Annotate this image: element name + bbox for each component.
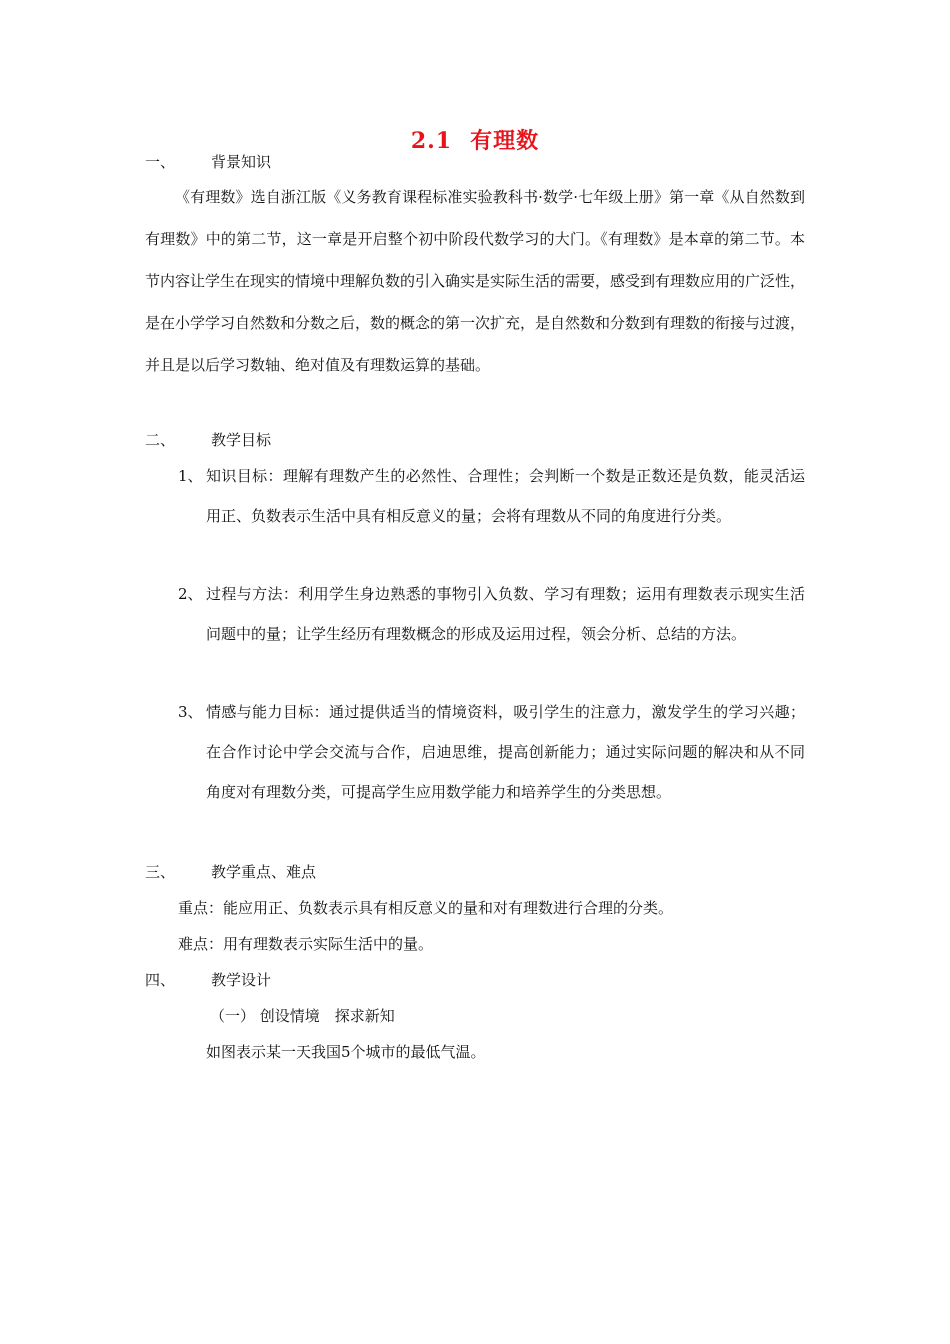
document-title xyxy=(0,124,950,155)
goal-number: 1、 xyxy=(178,467,203,485)
design-intro-text: 如图表示某一天我国5个城市的最低气温。 xyxy=(206,1043,486,1061)
section-index: 四、 xyxy=(145,971,176,989)
goal-text: 知识目标：理解有理数产生的必然性、合理性；会判断一个数是正数还是负数，能灵活运用正、负数表示生活中具有相反意义的量；会将有理数从不同的角度进行分类。 xyxy=(206,467,805,525)
goal-number: 3、 xyxy=(178,703,203,721)
section-heading-key-points xyxy=(145,862,316,882)
background-paragraph: 《有理数》选自浙江版《义务教育课程标准实验教科书·数学·七年级上册》第一章《从自然数到有理数》中的第二节，这一章是开启整个初中阶段代数学习的大门。《有理数》是本章的第二节。本节内容让学生在现实的情境中理解负数的引入确实是实际生活的需要，感受到有理数应用的广泛性，是在小学学习自然数和分数之后，数的概念的第一次扩充，是自然数和分数到有理数的衔接与过渡，并且是以后学习数轴、绝对值及有理数运算的基础。 xyxy=(145,188,806,374)
section-title: 背景知识 xyxy=(211,153,272,171)
section-heading-design xyxy=(145,970,271,990)
goal-text: 情感与能力目标：通过提供适当的情境资料，吸引学生的注意力，激发学生的学习兴趣；在合作讨论中学会交流与合作，启迪思维，提高创新能力；通过实际问题的解决和从不同角度对有理数分类，可提高学生应用数学能力和培养学生的分类思想。 xyxy=(206,703,805,801)
section-title: 教学目标 xyxy=(211,431,272,449)
goal-text: 过程与方法：利用学生身边熟悉的事物引入负数、学习有理数；运用有理数表示现实生活问题中的量；让学生经历有理数概念的形成及运用过程，领会分析、总结的方法。 xyxy=(206,585,805,643)
section-heading-background xyxy=(145,152,271,172)
section-title: 教学重点、难点 xyxy=(211,863,317,881)
goal-number: 2、 xyxy=(178,585,203,603)
key-point-text: 重点：能应用正、负数表示具有相反意义的量和对有理数进行合理的分类。 xyxy=(178,899,674,917)
difficulty-text: 难点：用有理数表示实际生活中的量。 xyxy=(178,935,434,953)
goal-item-process xyxy=(178,574,805,654)
section-heading-goals xyxy=(145,430,271,450)
design-subheading: （一） 创设情境 探求新知 xyxy=(210,1007,395,1025)
section-index: 一、 xyxy=(145,153,176,171)
goal-item-emotion xyxy=(178,692,805,812)
title-number: 2.1 xyxy=(410,128,453,154)
section-index: 三、 xyxy=(145,863,176,881)
title-text: 有理数 xyxy=(470,128,540,154)
section-index: 二、 xyxy=(145,431,176,449)
goal-item-knowledge xyxy=(178,456,805,536)
section-title: 教学设计 xyxy=(211,971,272,989)
